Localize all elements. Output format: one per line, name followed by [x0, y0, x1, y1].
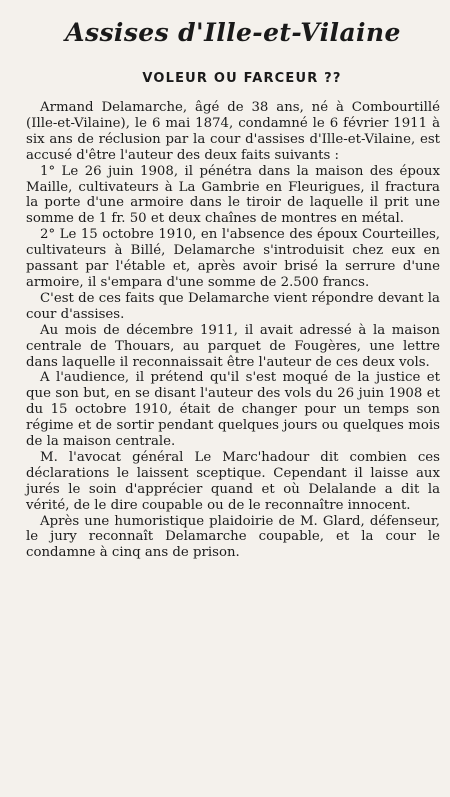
article-paragraph: C'est de ces faits que Delamarche vient répondre devant la cour d'assises. — [26, 290, 440, 322]
article-paragraph: A l'audience, il prétend qu'il s'est moqué de la justice et que son but, en se disant l'auteur des vols du 26 juin 1908 et du 15 octobre 1910, était de changer pour un temps son régime et de sortir pendant quelques jours ou quelques mois de la maison centrale. — [26, 370, 440, 450]
article-paragraph: 1° Le 26 juin 1908, il pénétra dans la maison des époux Maille, cultivateurs à La Gambrie en Fleurigues, il fractura la porte d'une armoire dans le tiroir de laquelle il prit une somme de 1 fr. 50 et deux chaînes de montres en métal. — [26, 163, 440, 227]
article-paragraph: 2° Le 15 octobre 1910, en l'absence des époux Courteilles, cultivateurs à Billé, Delamarche s'introduisit chez eux en passant par l'étable et, après avoir brisé la serrure d'une armoire, il s'empara d'une somme de 2.500 francs. — [26, 227, 440, 290]
article-paragraph: Armand Delamarche, âgé de 38 ans, né à Combourtillé (Ille-et-Vilaine), le 6 mai 1874, condamné le 6 février 1911 à six ans de réclusion par la cour d'assises d'Ille-et-Vilaine, est accusé d'être l'auteur des deux faits suivants : — [26, 100, 440, 163]
article-paragraph: M. l'avocat général Le Marc'hadour dit combien ces déclarations le laissent sceptique. Cependant il laisse aux jurés le soin d'apprécier quand et où Delalande a dit la vérité, de le dire coupable ou de le reconnaître innocent. — [26, 449, 440, 513]
article-paragraph: Après une humoristique plaidoirie de M. Glard, défenseur, le jury reconnaît Delamarche coupable, et la cour le condamne à cinq ans de prison. — [26, 513, 440, 561]
article-headline: Assises d'Ille-et-Vilaine — [65, 18, 401, 47]
article-body — [26, 100, 440, 561]
article-subheadline: VOLEUR OU FARCEUR ?? — [142, 71, 342, 86]
article-paragraph: Au mois de décembre 1911, il avait adressé à la maison centrale de Thouars, au parquet de Fougères, une lettre dans laquelle il reconnaissait être l'auteur de ces deux vols. — [26, 322, 440, 370]
